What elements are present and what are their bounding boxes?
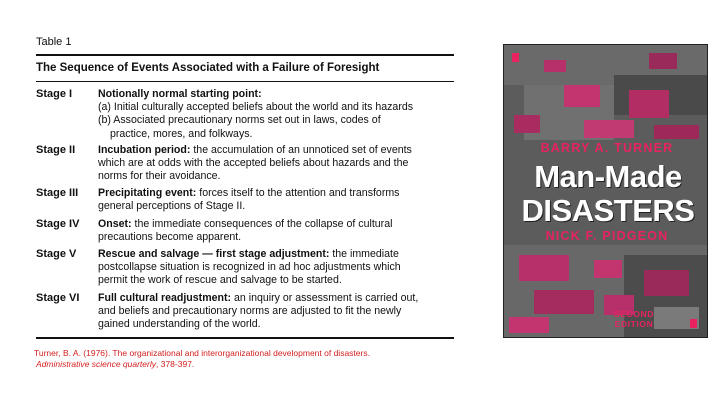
stage-heading: Full cultural readjustment: [98, 292, 232, 304]
stage-heading: Notionally normal starting point: [98, 88, 262, 100]
cover-mark [512, 53, 519, 62]
stage-heading: Incubation period: [98, 144, 191, 156]
stage-text-line: the immediate [332, 248, 399, 260]
stage-text-line: and beliefs and precautionary norms are adjusted to fit the newly [98, 305, 402, 318]
cover-edition [574, 309, 694, 329]
stage-text-line: norms for their avoidance. [98, 170, 221, 183]
stage-description [98, 187, 458, 213]
stage-description [98, 292, 458, 332]
citation-line: Turner, B. A. (1976). The organizational and interorganizational development of disasters. [34, 348, 370, 358]
stage-text-line: permit the work of rescue and salvage to be started. [98, 274, 342, 287]
stage-label: Stage VI [36, 292, 80, 304]
cover-coauthor: NICK F. PIDGEON [545, 229, 669, 243]
stage-label: Stage II [36, 144, 76, 156]
stage-text-line: an inquiry or assessment is carried out, [233, 292, 419, 304]
stage-description [98, 248, 458, 288]
table-header-rule [36, 81, 454, 82]
book-cover [503, 44, 708, 338]
cover-edition-line: EDITION [614, 319, 654, 329]
cover-edition-line: SECOND [614, 309, 654, 319]
stage-description [98, 144, 458, 184]
stage-text-line: postcollapse situation is recognized in ad hoc adjustments which [98, 261, 401, 274]
stage-text-line: gained understanding of the world. [98, 318, 261, 331]
stage-label: Stage IV [36, 218, 80, 230]
stage-text-line: which are at odds with the accepted beliefs about hazards and the [98, 157, 409, 170]
cover-author: BARRY A. TURNER [540, 141, 674, 155]
table-caption: Table 1 [36, 36, 72, 48]
cover-title: DISASTERS [521, 193, 695, 228]
stage-label: Stage I [36, 88, 73, 100]
stage-text-line: (a) Initial culturally accepted beliefs about the world and its hazards [98, 101, 414, 114]
stage-description [98, 88, 458, 141]
table-top-rule [36, 54, 454, 56]
cover-title: Man-Made [534, 159, 682, 194]
stage-heading: Rescue and salvage — first stage adjustment: [98, 248, 330, 260]
stage-text-line: general perceptions of Stage II. [98, 200, 246, 213]
stage-text-line: practice, mores, and folkways. [110, 127, 253, 140]
stage-description [98, 218, 458, 244]
stage-text-line: the accumulation of an unnoticed set of events [193, 144, 412, 156]
stage-label: Stage V [36, 248, 77, 260]
citation-journal: Administrative science quarterly [36, 358, 156, 369]
stage-heading: Onset: [98, 218, 132, 230]
stage-heading: Precipitating event: [98, 187, 197, 199]
citation [34, 348, 370, 369]
stage-text-line: precautions become apparent. [98, 231, 242, 244]
table-title: The Sequence of Events Associated with a Failure of Foresight [36, 62, 380, 74]
citation-pages: , 378-397. [156, 358, 195, 369]
stage-text-line: (b) Associated precautionary norms set out in laws, codes of [98, 114, 381, 127]
table-bottom-rule [36, 337, 454, 339]
stage-label: Stage III [36, 187, 79, 199]
stage-text-line: forces itself to the attention and transforms [199, 187, 400, 199]
stage-text-line: the immediate consequences of the collapse of cultural [134, 218, 393, 230]
